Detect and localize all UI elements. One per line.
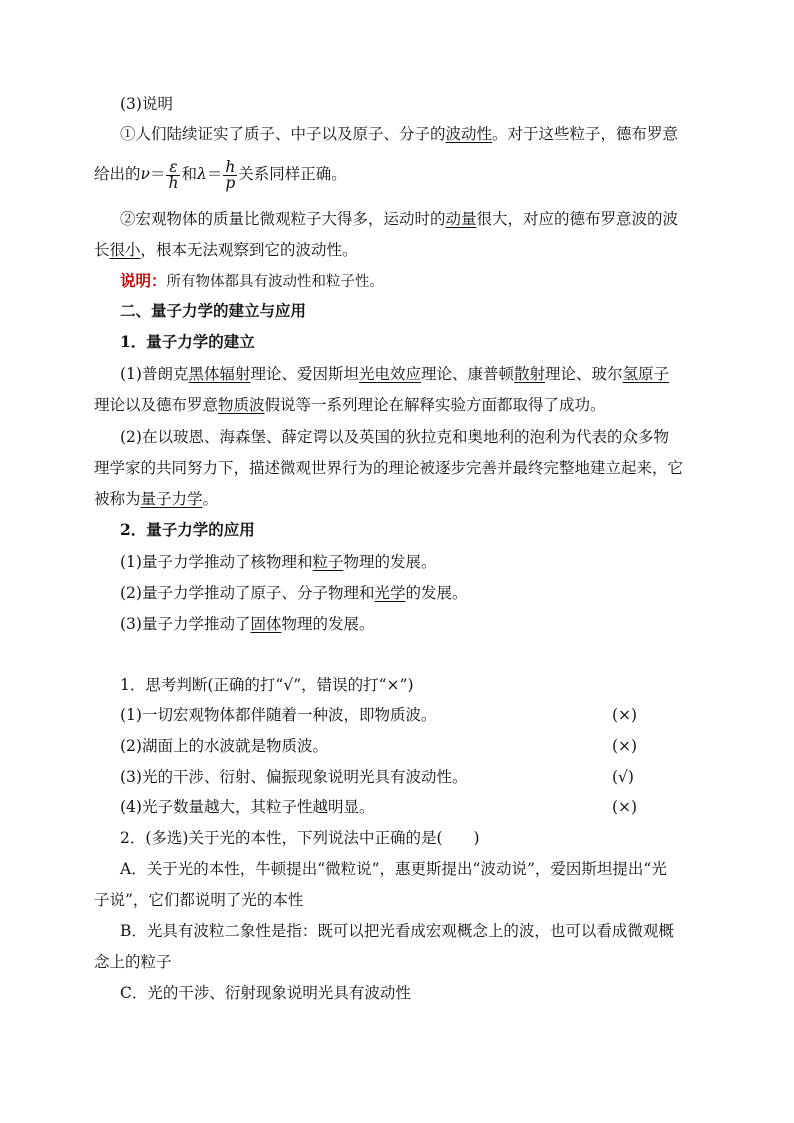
text: ，根本无法观察到它的波动性。 <box>140 241 358 259</box>
underlined-answer: 固体 <box>250 615 282 633</box>
text: (3)量子力学推动了 <box>120 615 251 633</box>
text: 理论、玻尔 <box>545 365 623 383</box>
text: (2)量子力学推动了原子、分子物理和 <box>120 584 375 602</box>
text: 。对于这些粒子，德布罗意 <box>492 125 679 143</box>
fraction-epsilon-over-h <box>166 157 180 192</box>
option-a-line-2: 子说”，它们都说明了光的本性 <box>94 891 304 909</box>
paragraph-line <box>94 489 218 509</box>
option-b-line-1: B．光具有波粒二象性是指：既可以把光看成宏观概念上的波，也可以看成微观概 <box>120 922 674 940</box>
denominator: h <box>168 173 179 192</box>
paragraph-line: 理学家的共同努力下，描述微观世界行为的理论被逐步完善并最终完整地建立起来，它 <box>94 459 684 477</box>
symbol-lambda: λ <box>196 165 207 183</box>
text: 理论、爱因斯坦 <box>250 365 359 383</box>
note-line <box>120 271 384 292</box>
numerator: ε <box>166 160 180 176</box>
text: 和 <box>181 165 197 183</box>
text: 的发展。 <box>405 584 468 602</box>
denominator: p <box>225 173 236 192</box>
paragraph-line <box>120 614 375 634</box>
paragraph-line <box>120 583 468 603</box>
equals-sign: ＝ <box>149 165 166 183</box>
note-label: 说明： <box>120 271 167 290</box>
text: 物理的发展。 <box>343 553 437 571</box>
paragraph-line <box>120 209 678 229</box>
text: 长 <box>94 241 110 259</box>
judgement-item: (1)一切宏观物体都伴随着一种波，即物质波。 <box>120 706 437 724</box>
judgement-mark: (×) <box>612 737 638 755</box>
text: (1)量子力学推动了核物理和 <box>120 553 313 571</box>
text: 物理的发展。 <box>281 615 375 633</box>
judgement-item: (3)光的干涉、衍射、偏振现象说明光具有波动性。 <box>120 768 468 786</box>
text: ②宏观物体的质量比微观粒子大得多，运动时的 <box>120 210 446 228</box>
numerator: h <box>225 157 236 176</box>
option-b-line-2: 念上的粒子 <box>94 953 172 971</box>
judgement-mark: (√) <box>612 768 634 786</box>
paragraph-line <box>94 395 606 415</box>
fraction-h-over-p <box>223 157 237 192</box>
section-title: 二、量子力学的建立与应用 <box>120 301 307 320</box>
text: 很大，对应的德布罗意波的波 <box>476 210 679 228</box>
underlined-answer: 氢原子 <box>622 365 670 383</box>
question-1-title: 1．思考判断(正确的打“√”，错误的打“×”) <box>120 676 414 694</box>
text: ①人们陆续证实了质子、中子以及原子、分子的 <box>120 125 446 143</box>
judgement-item: (2)湖面上的水波就是物质波。 <box>120 737 328 755</box>
paragraph-line <box>120 124 678 144</box>
judgement-item: (4)光子数量越大，其粒子性越明显。 <box>120 798 375 816</box>
underlined-answer: 动量 <box>445 210 477 228</box>
equals-sign: ＝ <box>206 165 223 183</box>
question-2-stem: 2．(多选)关于光的本性，下列说法中正确的是( ) <box>120 829 480 847</box>
underlined-answer: 粒子 <box>312 553 344 571</box>
subsection-title: 1．量子力学的建立 <box>120 332 255 351</box>
underlined-answer: 波动性 <box>445 125 493 143</box>
text: 被称为 <box>94 490 141 508</box>
text: 理论、康普顿 <box>421 365 515 383</box>
paragraph-line <box>94 240 358 260</box>
symbol-nu: ν <box>140 165 150 183</box>
text: (1)普朗克 <box>120 365 189 383</box>
underlined-answer: 光学 <box>374 584 406 602</box>
judgement-mark: (×) <box>612 706 638 724</box>
text: 给出的 <box>94 165 141 183</box>
underlined-answer: 量子力学 <box>140 490 203 508</box>
text: 假说等一系列理论在解释实验方面都取得了成功。 <box>264 396 606 414</box>
judgement-mark: (×) <box>612 798 638 816</box>
subsection-title: 2．量子力学的应用 <box>120 520 255 539</box>
underlined-answer: 很小 <box>109 241 141 259</box>
paragraph-line <box>120 364 669 384</box>
paragraph-line: (2)在以玻恩、海森堡、薛定谔以及英国的狄拉克和奥地利的泡利为代表的众多物 <box>120 428 669 446</box>
option-a-line-1: A．关于光的本性，牛顿提出“微粒说”，惠更斯提出“波动说”，爱因斯坦提出“光 <box>120 860 667 878</box>
underlined-answer: 光电效应 <box>359 365 422 383</box>
underlined-answer: 物质波 <box>218 396 265 414</box>
underlined-answer: 散射 <box>514 365 546 383</box>
note-text: 所有物体都具有波动性和粒子性。 <box>166 274 385 290</box>
text: 关系同样正确。 <box>238 165 347 183</box>
text: 。 <box>202 490 219 508</box>
text: 理论以及德布罗意 <box>94 396 219 414</box>
paragraph-line <box>120 552 437 572</box>
underlined-answer: 黑体辐射 <box>188 365 251 383</box>
formula-line <box>94 158 347 191</box>
section-heading-3: (3)说明 <box>120 95 173 113</box>
option-c: C．光的干涉、衍射现象说明光具有波动性 <box>120 984 411 1002</box>
